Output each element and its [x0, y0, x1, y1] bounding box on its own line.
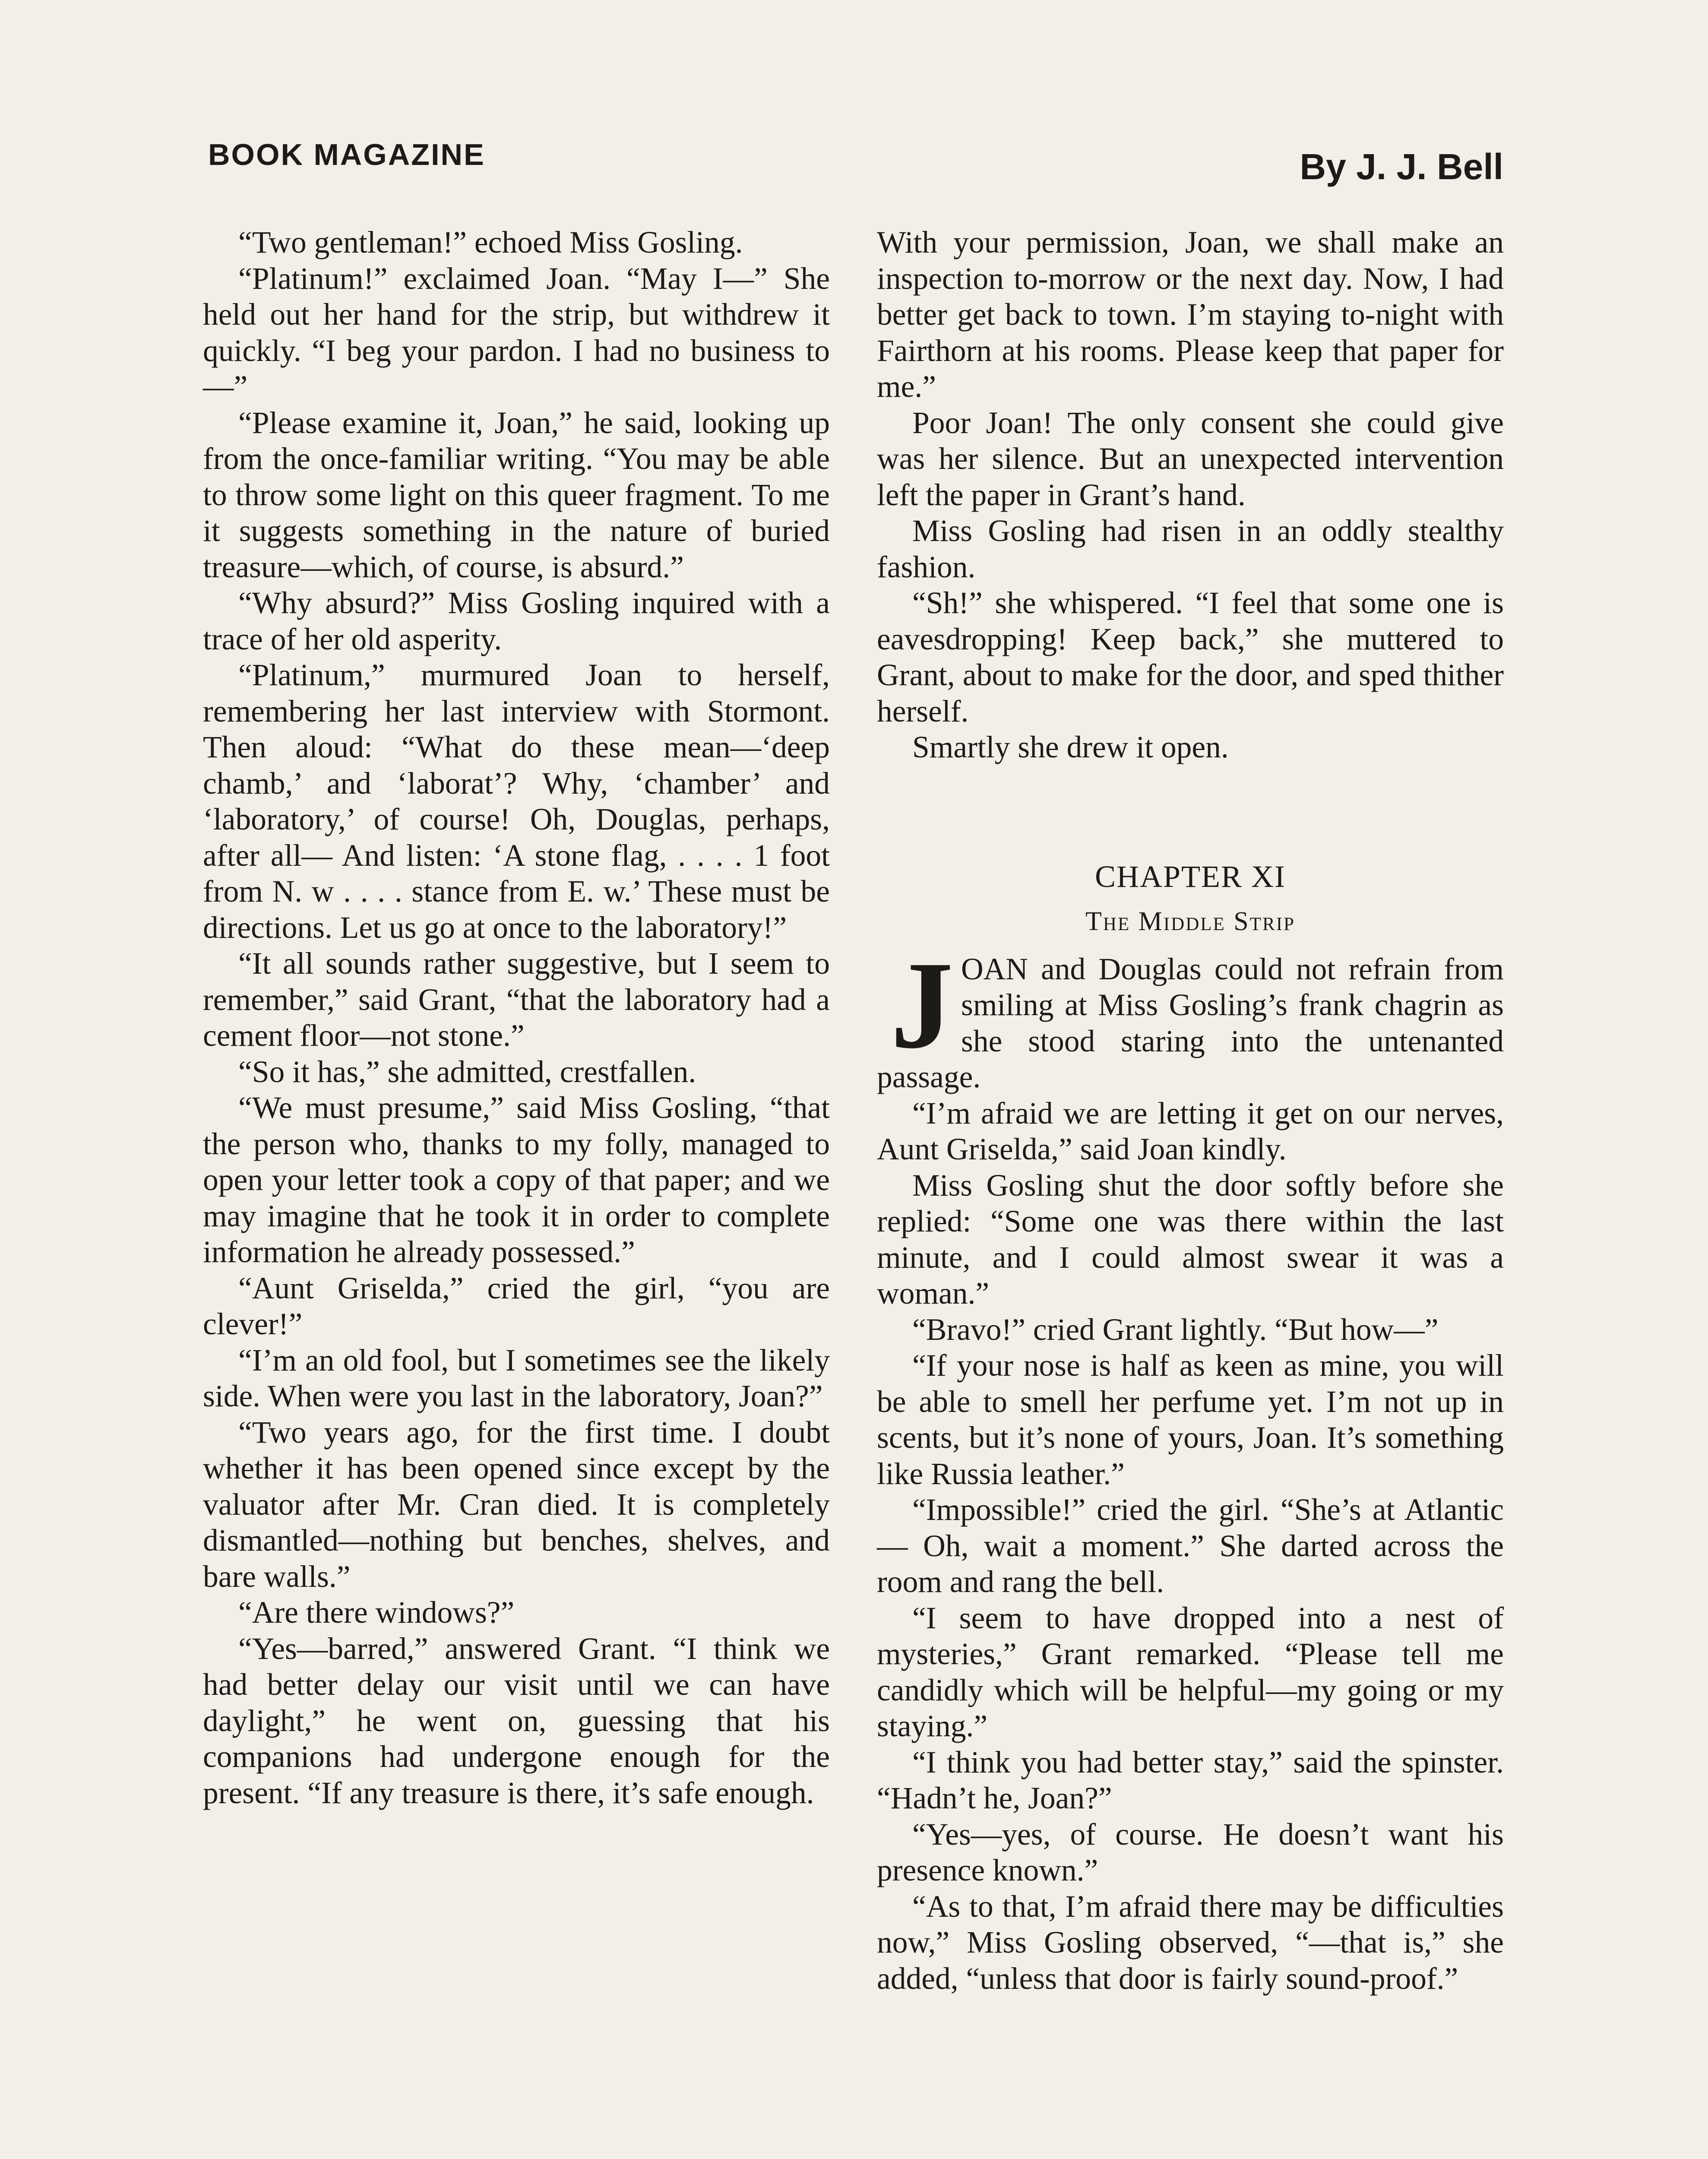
paragraph: “Yes—barred,” answered Grant. “I think we had better delay our visit until we can have daylight,” he went on, guessing that his companions had undergone enough for the present. “If any treasure is there, it’s safe enough. — [203, 1631, 830, 1810]
paragraph: “Sh!” she whispered. “I feel that some one is eavesdropping! Keep back,” she muttered to Grant, about to make for the door, and sped thither herself. — [877, 586, 1504, 728]
author-byline: By J. J. Bell — [1300, 146, 1503, 187]
chapter-opening-text: OAN and Douglas could not refrain from smiling at Miss Gosling’s frank chagrin as she stood staring into the untenanted passage. — [877, 952, 1504, 1094]
paragraph: “I think you had better stay,” said the spinster. “Hadn’t he, Joan?” — [877, 1745, 1504, 1815]
drop-cap: J — [891, 935, 953, 1074]
chapter-title: CHAPTER XI — [1094, 859, 1286, 894]
paragraph: “Yes—yes, of course. He doesn’t want his presence known.” — [877, 1817, 1504, 1887]
paragraph: “If your nose is half as keen as mine, you will be able to smell her perfume yet. I’m not up in scents, but it’s none of yours, Joan. It’s something like Russia leather.” — [877, 1349, 1504, 1491]
left-column — [203, 225, 830, 1811]
paragraph: “Are there windows?” — [238, 1596, 515, 1630]
chapter-opening-paragraph — [877, 935, 1504, 1095]
paragraph: “Two years ago, for the first time. I doubt whether it has been opened since except by the valuator after Mr. Cran died. It is completely dismantled—nothing but benches, shelves, and bare walls.” — [203, 1415, 830, 1594]
paragraph: “I’m afraid we are letting it get on our nerves, Aunt Griselda,” said Joan kindly. — [877, 1096, 1504, 1166]
right-column — [877, 225, 1504, 1997]
paragraph: Miss Gosling shut the door softly before she replied: “Some one was there within the last minute, and I could almost swear it was a woman.” — [877, 1168, 1504, 1311]
paragraph: “Impossible!” cried the girl. “She’s at Atlantic— Oh, wait a moment.” She darted across the room and rang the bell. — [877, 1493, 1504, 1599]
paragraph: Poor Joan! The only consent she could give was her silence. But an unexpected intervention left the paper in Grant’s hand. — [877, 405, 1504, 512]
paragraph: “I seem to have dropped into a nest of mysteries,” Grant remarked. “Please tell me candidly which will be helpful—my going or my staying.” — [877, 1601, 1504, 1743]
paragraph: “Aunt Griselda,” cried the girl, “you are clever!” — [203, 1271, 830, 1341]
paragraph: “I’m an old fool, but I sometimes see the likely side. When were you last in the laboratory, Joan?” — [203, 1343, 830, 1413]
paragraph: “Please examine it, Joan,” he said, looking up from the once-familiar writing. “You may be able to throw some light on this queer fragment. To me it suggests something in the nature of buried treasure—which, of course, is absurd.” — [203, 405, 830, 584]
paragraph: “Why absurd?” Miss Gosling inquired with a trace of her old asperity. — [203, 586, 830, 656]
paragraph: “Bravo!” cried Grant lightly. “But how—” — [912, 1312, 1439, 1347]
paragraph: “We must presume,” said Miss Gosling, “that the person who, thanks to my folly, managed to open your letter took a copy of that paper; and we may imagine that he took it in order to complete information he already possessed.” — [203, 1091, 830, 1269]
paragraph: With your permission, Joan, we shall make an inspection to-morrow or the next day. Now, I had better get back to town. I’m staying to-night with Fairthorn at his rooms. Please keep that paper for me.” — [877, 225, 1504, 404]
paragraph: “As to that, I’m afraid there may be difficulties now,” Miss Gosling observed, “—that is,” she added, “unless that door is fairly sound-proof.” — [877, 1889, 1504, 1996]
paragraph: “Two gentleman!” echoed Miss Gosling. — [238, 225, 743, 260]
magazine-title: BOOK MAGAZINE — [208, 138, 485, 171]
paragraph: “Platinum!” exclaimed Joan. “May I—” She held out her hand for the strip, but withdrew it quickly. “I beg your pardon. I had no business to—” — [203, 261, 830, 404]
paragraph: “Platinum,” murmured Joan to herself, remembering her last interview with Stormont. Then aloud: “What do these mean—‘deep chamb,’ and ‘laborat’? Why, ‘chamber’ and ‘laboratory,’ of course! Oh, Douglas, perhaps, after all— And listen: ‘A stone flag, . . . . 1 foot from N. w . . . . stance from E. w.’ These must be directions. Let us go at once to the laboratory!” — [203, 658, 830, 945]
chapter-subtitle: The Middle Strip — [1085, 906, 1295, 936]
paragraph: “It all sounds rather suggestive, but I seem to remember,” said Grant, “that the laboratory had a cement floor—not stone.” — [203, 947, 830, 1053]
paragraph: Smartly she drew it open. — [912, 730, 1229, 764]
paragraph: Miss Gosling had risen in an oddly stealthy fashion. — [877, 514, 1504, 584]
paragraph: “So it has,” she admitted, crestfallen. — [238, 1054, 696, 1089]
